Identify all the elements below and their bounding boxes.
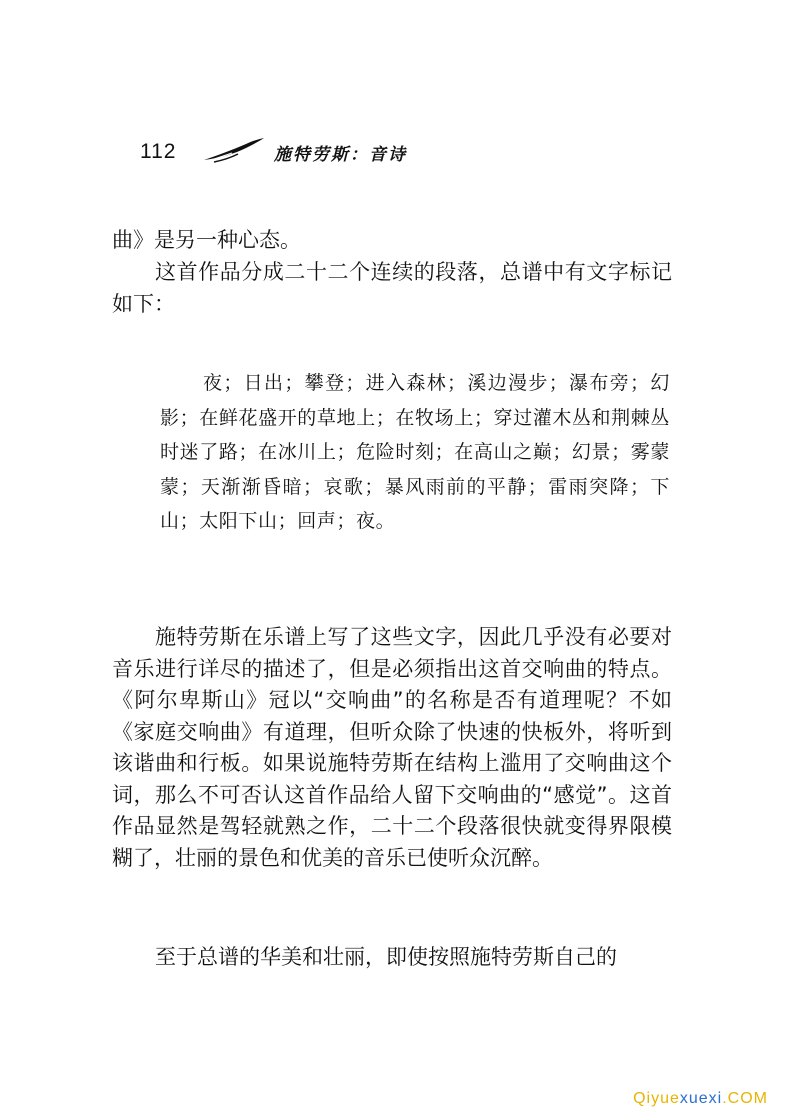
watermark-part-a: Qiyue <box>633 1090 680 1107</box>
paragraph-intro: 这首作品分成二十二个连续的段落，总谱中有文字标记如下： <box>112 260 672 316</box>
paragraph-final: 至于总谱的华美和壮丽，即使按照施特劳斯自己的 <box>155 945 617 969</box>
paragraph-analysis: 施特劳斯在乐谱上写了这些文字，因此几乎没有必要对音乐进行详尽的描述了，但是必须指出这首交响曲的特点。《阿尔卑斯山》冠以“交响曲”的名称是否有道理呢？不如《家庭交响曲》有道理，但听众除了快速的快板外，将听到该谐曲和行板。如果说施特劳斯在结构上滥用了交响曲这个词，那么不可否认这首作品给人留下交响曲的“感觉”。这首作品显然是驾轻就熟之作，二十二个段落很快就变得界限模糊了，壮丽的景色和优美的音乐已使听众沉醉。 <box>112 625 672 870</box>
page-header <box>140 136 460 168</box>
watermark-part-c: .COM <box>722 1090 768 1107</box>
page-number: 112 <box>140 140 177 163</box>
paragraph-continued: 曲》是另一种心态。 <box>112 228 301 252</box>
feather-icon <box>202 136 266 164</box>
quoted-markings: 夜；日出；攀登；进入森林；溪边漫步；瀑布旁；幻影；在鲜花盛开的草地上；在牧场上；穿过灌木丛和荆棘丛时迷了路；在冰川上；危险时刻；在高山之巅；幻景；雾蒙蒙；天渐渐昏暗；哀歌；暴风雨前的平静；雷雨突降；下山；太阳下山；回声；夜。 <box>160 372 670 532</box>
watermark <box>633 1090 768 1108</box>
watermark-part-b: xuexi <box>679 1090 723 1107</box>
running-title: 施特劳斯：音诗 <box>274 145 407 165</box>
